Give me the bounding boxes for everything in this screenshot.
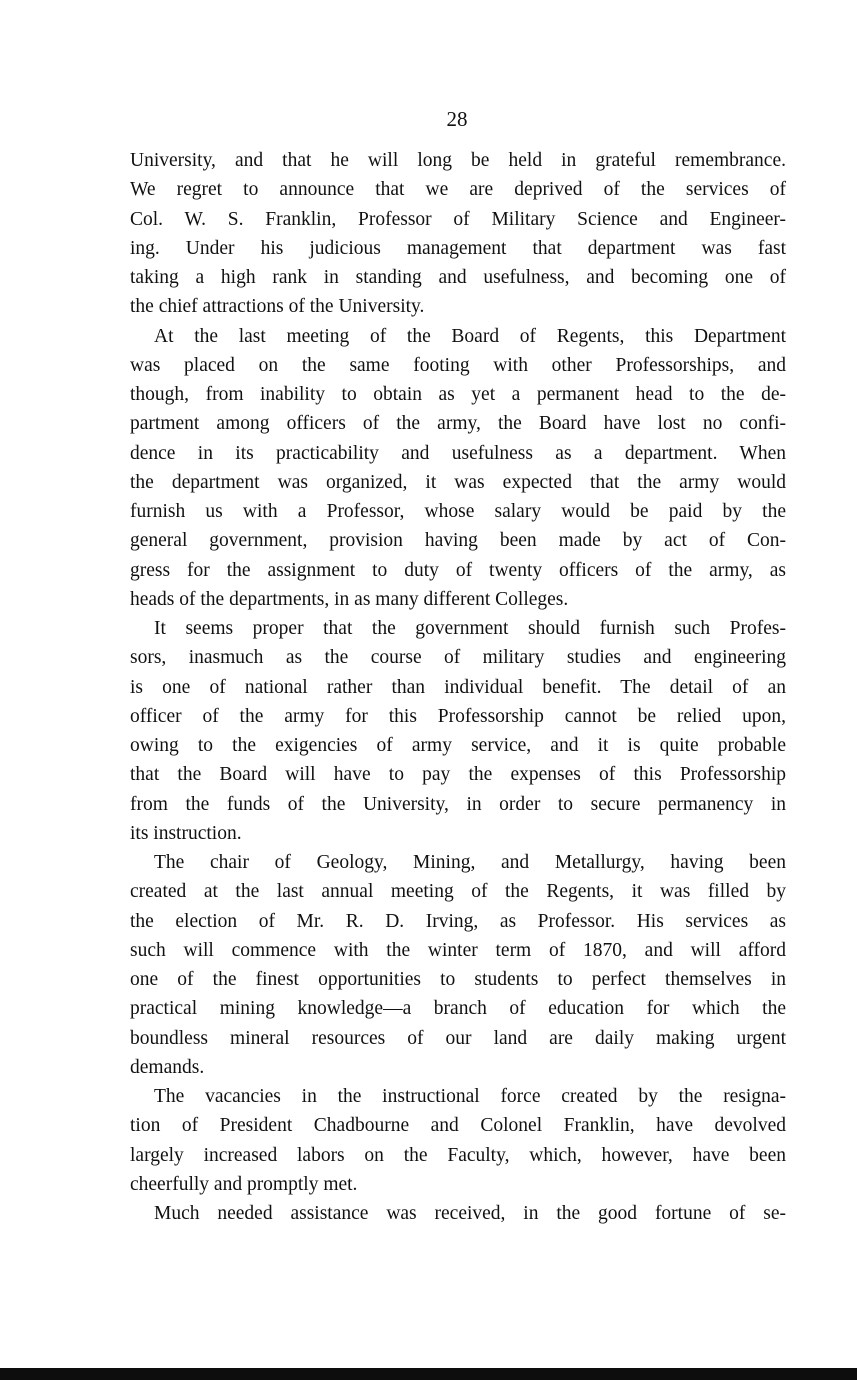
text-line: though, from inability to obtain as yet a permanent head to the de- — [130, 384, 786, 405]
text-line: furnish us with a Professor, whose salary would be paid by the — [130, 501, 786, 522]
text-line: that the Board will have to pay the expenses of this Professorship — [130, 764, 786, 786]
text-line: It seems proper that the government should furnish such Profes- — [154, 618, 786, 639]
text-line: dence in its practicability and usefulness as a department. When — [130, 442, 786, 464]
text-line: created at the last annual meeting of the Regents, it was filled by — [130, 881, 786, 903]
text-line: taking a high rank in standing and usefulness, and becoming one of — [130, 267, 786, 288]
text-line: sors, inasmuch as the course of military studies and engineering — [130, 647, 786, 669]
text-line: was placed on the same footing with other Professorships, and — [130, 354, 786, 376]
text-line: owing to the exigencies of army service, and it is quite probable — [130, 735, 786, 756]
text-line: practical mining knowledge—a branch of education for which the — [130, 998, 786, 1020]
text-line: is one of national rather than individual benefit. The detail of an — [130, 676, 786, 698]
text-line: The vacancies in the instructional force created by the resigna- — [154, 1086, 786, 1107]
text-line: boundless mineral resources of our land are daily making urgent — [130, 1027, 786, 1049]
text-line: the chief attractions of the University. — [130, 296, 425, 318]
text-line: Col. W. S. Franklin, Professor of Military Science and Engineer- — [130, 208, 786, 230]
text-line: ing. Under his judicious management that department was fast — [130, 237, 786, 259]
text-line: from the funds of the University, in order to secure permanency in — [130, 793, 786, 815]
text-line: general government, provision having been made by act of Con- — [130, 530, 786, 552]
page-number: 28 — [446, 107, 468, 131]
text-line: tion of President Chadbourne and Colonel Franklin, have devolved — [130, 1115, 786, 1137]
text-line: the election of Mr. R. D. Irving, as Professor. His services as — [130, 910, 786, 932]
text-line: University, and that he will long be held in grateful remembrance. — [130, 150, 786, 171]
text-line: Much needed assistance was received, in the good fortune of se- — [154, 1203, 786, 1224]
text-line: At the last meeting of the Board of Regents, this Department — [154, 325, 786, 347]
text-line: its instruction. — [130, 822, 242, 844]
text-line: partment among officers of the army, the Board have lost no confi- — [130, 413, 786, 435]
page-bottom-edge — [0, 1368, 857, 1380]
text-line: one of the finest opportunities to students to perfect themselves in — [130, 969, 786, 990]
text-line: The chair of Geology, Mining, and Metallurgy, having been — [154, 852, 786, 873]
text-line: gress for the assignment to duty of twenty officers of the army, as — [130, 559, 786, 581]
text-line: demands. — [130, 1056, 205, 1078]
text-line: We regret to announce that we are deprived of the services of — [130, 179, 786, 201]
text-line: heads of the departments, in as many different Colleges. — [130, 588, 569, 610]
body-text — [130, 146, 786, 1228]
text-line: officer of the army for this Professorship cannot be relied upon, — [130, 705, 786, 727]
text-line: the department was organized, it was expected that the army would — [130, 471, 786, 493]
text-line: such will commence with the winter term of 1870, and will afford — [130, 939, 786, 961]
text-line: largely increased labors on the Faculty, which, however, have been — [130, 1144, 786, 1166]
text-line: cheerfully and promptly met. — [130, 1173, 358, 1195]
